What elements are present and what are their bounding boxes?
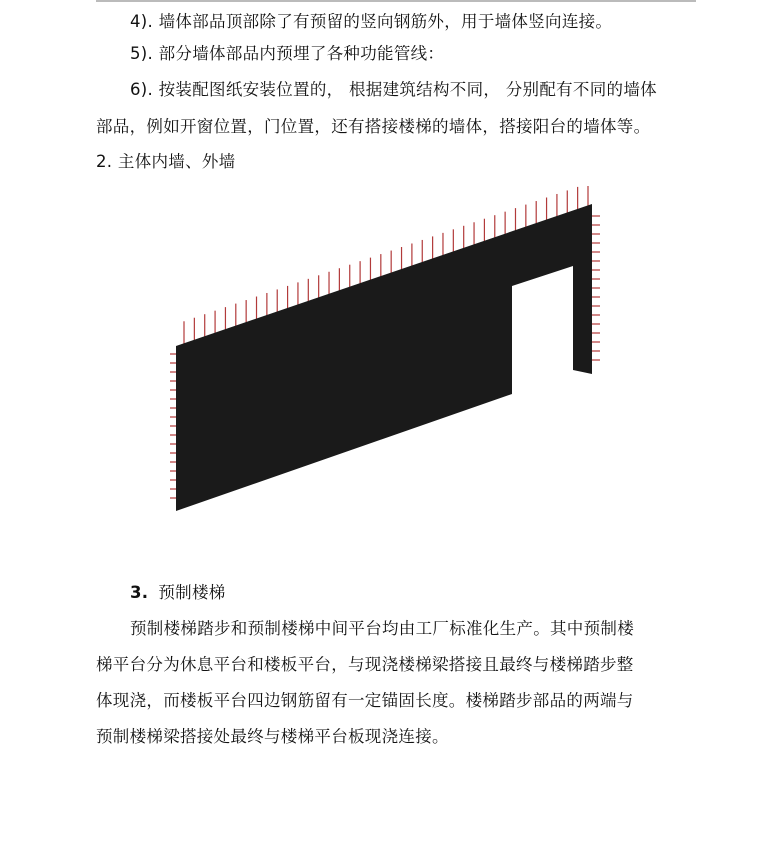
section-3-title: 预制楼梯 <box>158 583 226 602</box>
list-item-5: 5). 部分墙体部品内预埋了各种功能管线： <box>130 44 445 63</box>
section-3-heading <box>130 582 226 604</box>
precast-wall-illustration <box>160 186 610 516</box>
paragraph-line-4: 预制楼梯梁搭接处最终与楼梯平台板现浇连接。 <box>96 727 449 746</box>
section-2-title: 2. 主体内墙、外墙 <box>96 152 236 171</box>
list-item-4: 4). 墙体部品顶部除了有预留的竖向钢筋外，用于墙体竖向连接。 <box>130 12 613 31</box>
paragraph-line-1: 预制楼梯踏步和预制楼梯中间平台均由工厂标准化生产。其中预制楼 <box>130 619 634 638</box>
wall-panel-body <box>176 204 592 511</box>
list-item-6: 6). 按装配图纸安装位置的， 根据建筑结构不同， 分别配有不同的墙体 <box>130 80 657 99</box>
list-item-6-continued: 部品，例如开窗位置，门位置，还有搭接楼梯的墙体，搭接阳台的墙体等。 <box>96 117 651 136</box>
paragraph-line-2: 梯平台分为休息平台和楼板平台，与现浇楼梯梁搭接且最终与楼梯踏步整 <box>96 655 634 674</box>
paragraph-line-3: 体现浇，而楼板平台四边钢筋留有一定锚固长度。楼梯踏步部品的两端与 <box>96 691 634 710</box>
section-3-number: 3. <box>130 583 149 602</box>
top-divider <box>96 0 696 2</box>
